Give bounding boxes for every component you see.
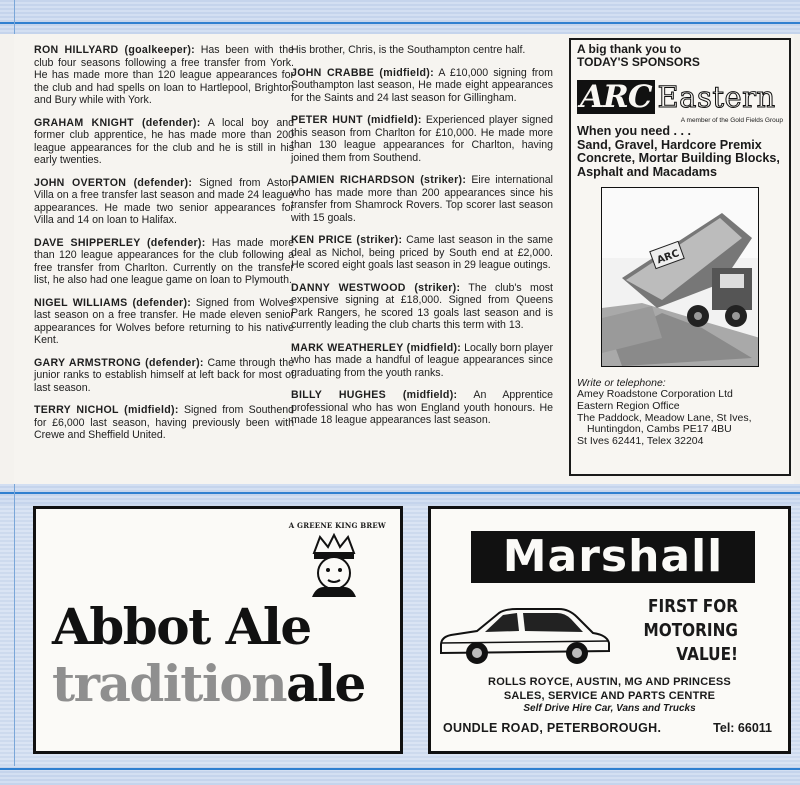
arc-eastern-logo xyxy=(577,79,783,115)
player-entry xyxy=(34,404,294,442)
player-entry xyxy=(291,282,553,332)
player-name: GRAHAM KNIGHT (defender): xyxy=(34,116,201,129)
truck-label: ARC xyxy=(655,248,681,267)
sponsor-thanks-line1: A big thank you to xyxy=(577,42,682,56)
sponsor-addr-line3: The Paddock, Meadow Lane, St Ives, xyxy=(577,411,752,424)
sponsor-addr-line5: St Ives 62441, Telex 32204 xyxy=(577,434,704,447)
top-rule xyxy=(0,22,800,24)
players-column-1 xyxy=(34,44,294,452)
abbot-ale-title: Abbot Ale xyxy=(52,597,311,656)
player-entry xyxy=(34,237,294,287)
player-name: KEN PRICE (striker): xyxy=(291,234,403,246)
player-entry xyxy=(291,114,553,164)
abbot-ale-advert xyxy=(33,506,403,754)
player-name: DAVE SHIPPERLEY (defender): xyxy=(34,236,206,249)
abbot-monk-icon xyxy=(306,533,362,599)
player-entry xyxy=(291,234,553,272)
player-name: BILLY HUGHES (midfield): xyxy=(291,389,458,401)
player-description: A £10,000 signing from Southampton last season, He made eight appearances for the Saints and 24 last season for Gillingham. xyxy=(291,66,554,104)
player-description: Signed from Aston Villa on a free transfer last season and made 24 league appearances. He made two senior appearances for Villa and 14 on loan to Halifax. xyxy=(34,176,294,226)
players-column-2 xyxy=(291,44,553,437)
sponsor-products xyxy=(577,125,783,179)
arc-logo-mark: ARC xyxy=(577,80,655,114)
marshall-telephone: Tel: 66011 xyxy=(713,721,772,735)
player-description: An Apprentice professional who has won England youth honours. He made 18 league appearances last season. xyxy=(291,389,553,426)
player-entry xyxy=(291,342,553,380)
bottom-rule xyxy=(0,768,800,770)
tipper-truck-photo xyxy=(601,187,759,367)
eastern-logo-text: Eastern xyxy=(657,80,776,114)
abbot-sub-dark: ale xyxy=(286,654,365,713)
player-description: Has made more than 120 league appearances for the club following a free transfer from Charlton. Currently on the transfer list, he also had one league game on loan to Plymouth. xyxy=(34,236,294,286)
player-name: TERRY NICHOL (midfield): xyxy=(34,404,179,416)
marshall-address: OUNDLE ROAD, PETERBOROUGH. xyxy=(443,721,662,735)
makes-line2: SALES, SERVICE AND PARTS CENTRE xyxy=(503,690,716,702)
sponsor-when: When you need . . . xyxy=(577,124,692,138)
sponsor-thanks-line2: TODAY'S SPONSORS xyxy=(577,55,700,69)
marshall-hire: Self Drive Hire Car, Vans and Trucks xyxy=(523,703,696,714)
marshall-slogan xyxy=(628,595,739,667)
sponsor-box xyxy=(569,38,791,476)
sponsor-member-line: A member of the Gold Fields Group xyxy=(680,117,783,124)
sponsor-products-list: Sand, Gravel, Hardcore Premix Concrete, Mortar Building Blocks, Asphalt and Macadams xyxy=(577,137,780,179)
player-name: DAMIEN RICHARDSON (striker): xyxy=(291,174,467,186)
programme-page xyxy=(14,34,794,484)
player-name: RON HILLYARD (goalkeeper): xyxy=(34,44,195,56)
player-description: Signed from Wolves last season on a free transfer. He made eleven senior appearances for Wolves before returning to his native Kent. xyxy=(34,296,294,346)
sponsor-address xyxy=(577,389,783,447)
slogan-line1: FIRST FOR xyxy=(648,596,738,617)
mid-rule xyxy=(0,492,800,494)
player-name: JOHN OVERTON (defender): xyxy=(34,176,193,189)
mid-blue-band xyxy=(0,484,800,504)
top-blue-band xyxy=(0,0,800,34)
player-entry xyxy=(34,357,294,395)
player-description: Came last season in the same deal as Nichol, being priced by South end at £2,000. He scored eight goals last season in 29 league outings. xyxy=(291,234,553,271)
sponsor-thanks xyxy=(577,43,783,69)
slogan-line3: VALUE! xyxy=(676,644,738,665)
player-name: PETER HUNT (midfield): xyxy=(291,114,422,126)
player-description: Came through the junior ranks to establish himself at left back for most of last season. xyxy=(34,356,294,394)
car-icon xyxy=(437,601,613,671)
top-fold-line xyxy=(14,0,15,34)
player-entry xyxy=(34,117,294,167)
marshall-logo: Marshall xyxy=(471,531,755,583)
player-entry xyxy=(291,174,553,224)
bottom-fold-line xyxy=(14,484,15,785)
player-entry xyxy=(291,67,553,105)
tipper-truck-icon xyxy=(602,188,759,367)
player-description: Locally born player who has made a handful of league appearances since graduating from the youth ranks. xyxy=(291,341,554,379)
player-description: Experienced player signed this season from Charlton for £10,000. He made more than 130 league appearances for Charlton, having joined them from Southend. xyxy=(291,114,553,164)
player-description: Has been with the club four seasons following a free transfer from York. He has made more than 120 league appearances for the club and had spells on loan to Hartlepool, Brighton and Bury while with York. xyxy=(34,44,294,106)
abbot-sub-grey: tradition xyxy=(52,654,287,713)
greene-king-brew: A GREENE KING BREW xyxy=(288,521,386,530)
player-entry xyxy=(34,297,294,347)
player-entry xyxy=(34,177,294,227)
player-description: The club's most expensive signing at £18,000. Signed from Queens Park Rangers, he scored 13 goals last season and is currently leading the club charts this term with 13. xyxy=(291,281,553,331)
player-name: GARY ARMSTRONG (defender): xyxy=(34,356,204,369)
player-name: JOHN CRABBE (midfield): xyxy=(291,66,434,79)
player-description: Eire international who has made more than 200 appearances since his transfer from Shamrock Rovers. Top scorer last season with 15 goals. xyxy=(291,174,553,224)
marshall-advert xyxy=(428,506,791,754)
abbot-ale-subtitle xyxy=(52,654,365,713)
makes-line1: ROLLS ROYCE, AUSTIN, MG AND PRINCESS xyxy=(488,676,731,688)
player-description: Signed from Southend for £6,000 last season, having previously been with Crewe and Sheffield United. xyxy=(34,404,295,441)
sponsor-addr-line1: Amey Roadstone Corporation Ltd xyxy=(577,388,733,401)
sponsor-write-label: Write or telephone: xyxy=(577,377,666,390)
player-name: DANNY WESTWOOD (striker): xyxy=(291,281,461,294)
player-entry xyxy=(291,389,553,427)
player-name: NIGEL WILLIAMS (defender): xyxy=(34,296,192,309)
sponsor-addr-line4: Huntingdon, Cambs PE17 4BU xyxy=(587,423,732,436)
player-entry xyxy=(291,44,553,57)
player-name: MARK WEATHERLEY (midfield): xyxy=(291,341,462,354)
player-entry xyxy=(34,44,294,107)
sponsor-addr-line2: Eastern Region Office xyxy=(577,399,680,412)
player-description: His brother, Chris, is the Southampton centre half. xyxy=(291,44,526,56)
player-description: A local boy and former club apprentice, he has made more than 200 league appearances for the club and he is still in his early twenties. xyxy=(34,116,295,166)
marshall-makes xyxy=(431,675,788,703)
slogan-line2: MOTORING xyxy=(643,620,738,641)
